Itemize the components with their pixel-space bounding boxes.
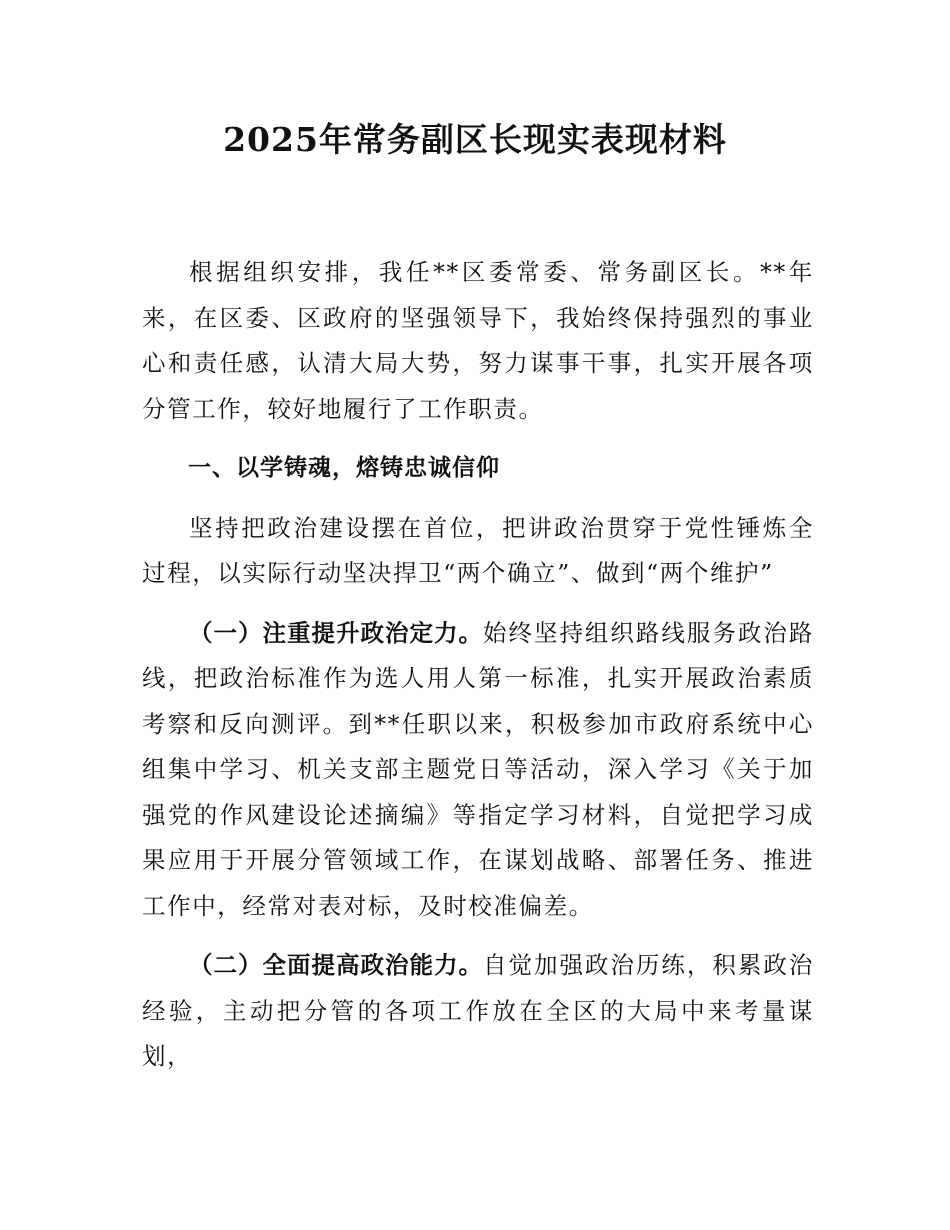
intro-paragraph: 根据组织安排，我任**区委常委、常务副区长。**年来，在区委、区政府的坚强领导下，我始终保持强烈的事业心和责任感，认清大局大势，努力谋事干事，扎实开展各项分管工作，较好地履行了工作职责。 [142, 258, 814, 423]
subsection-text-1: 始终坚持组织路线服务政治路线，把政治标准作为选人用人第一标准，扎实开展政治素质考察和反向测评。到**任职以来，积极参加市政府系统中心组集中学习、机关支部主题党日等活动，深入学习《关于加强党的作风建设论述摘编》等指定学习材料，自觉把学习成果应用于开展分管领域工作，在谋划战略、部署任务、推进工作中，经常对表对标，及时校准偏差。 [142, 618, 814, 920]
subsection-paragraph-1 [142, 611, 814, 930]
subsection-text-2: 自觉加强政治历练，积累政治经验，主动把分管的各项工作放在全区的大局中来考量谋划， [142, 951, 814, 1070]
subsection-title-2: （二）全面提高政治能力。 [189, 951, 483, 979]
subsection-paragraph-2 [142, 943, 814, 1080]
document-body [142, 250, 814, 1094]
section-lead-paragraph: 坚持把政治建设摆在首位，把讲政治贯穿于党性锤炼全过程，以实际行动坚决捍卫“两个确立”、做到“两个维护” [142, 513, 814, 587]
subsection-title-1: （一）注重提升政治定力。 [189, 618, 483, 647]
section-heading: 一、以学铸魂，熔铸忠诚信仰 [188, 455, 500, 481]
document-title: 2025年常务副区长现实表现材料 [223, 120, 727, 159]
